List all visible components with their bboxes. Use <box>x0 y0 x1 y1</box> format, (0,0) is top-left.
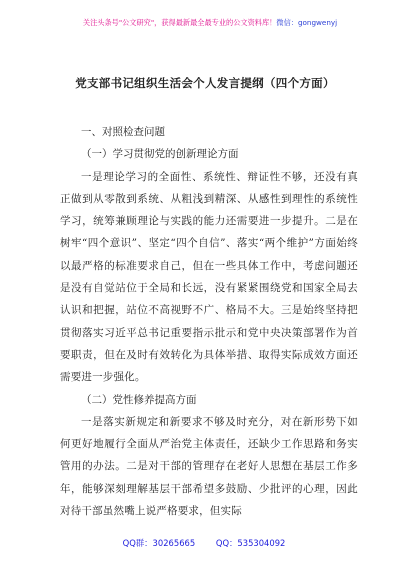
footer-qq-number: QQ：535304092 <box>215 538 286 548</box>
paragraph-2: 一是落实新规定和新要求不够及时充分，对在新形势下如何更好地履行全面从严治党主体责任，还缺少工作思路和务实管用的办法。二是对干部的管理存在老好人思想在基层工作多年，能够深刻理解基层干部希望多鼓励、少批评的心理，因此对待干部虽然嘴上说严格要求，但实际 <box>60 415 358 518</box>
header-banner <box>60 18 360 28</box>
footer-qq-group: QQ群：30265665 <box>122 538 196 548</box>
paragraph-1: 一是理论学习的全面性、系统性、辩证性不够，还没有真正做到从零散到系统、从粗浅到精深、从感性到理性的系统性学习，统筹兼顾理论与实践的能力还需要进一步提升。二是在树牢“四个意识”、坚定“四个自信”、落实“两个维护”方面始终以最严格的标准要求自己，但在一些具体工作中，考虑问题还是没有自觉站位于全局和长远，没有紧紧围绕党和国家全局去认识和把握，站位不高视野不广、格局不大。三是始终坚持把贯彻落实习近平总书记重要指示批示和党中央决策部署作为首要职责，但在及时有效转化为具体举措、取得实际成效方面还需要进一步强化。 <box>60 170 358 384</box>
document-title: 党支部书记组织生活会个人发言提纲（四个方面） <box>75 76 335 90</box>
banner-wechat-text: 微信：gongwenyj <box>276 18 338 27</box>
subsection-heading-2: （二）党性修养提高方面 <box>81 393 197 406</box>
subsection-heading-1: （一）学习贯彻党的创新理论方面 <box>81 148 239 161</box>
banner-promo-text: 关注头条号"公文研究"，获得最新最全最专业的公文资料库！ <box>82 18 277 27</box>
document-body <box>60 121 358 522</box>
footer-contact <box>0 537 408 549</box>
section-heading: 一、对照检查问题 <box>81 126 165 138</box>
